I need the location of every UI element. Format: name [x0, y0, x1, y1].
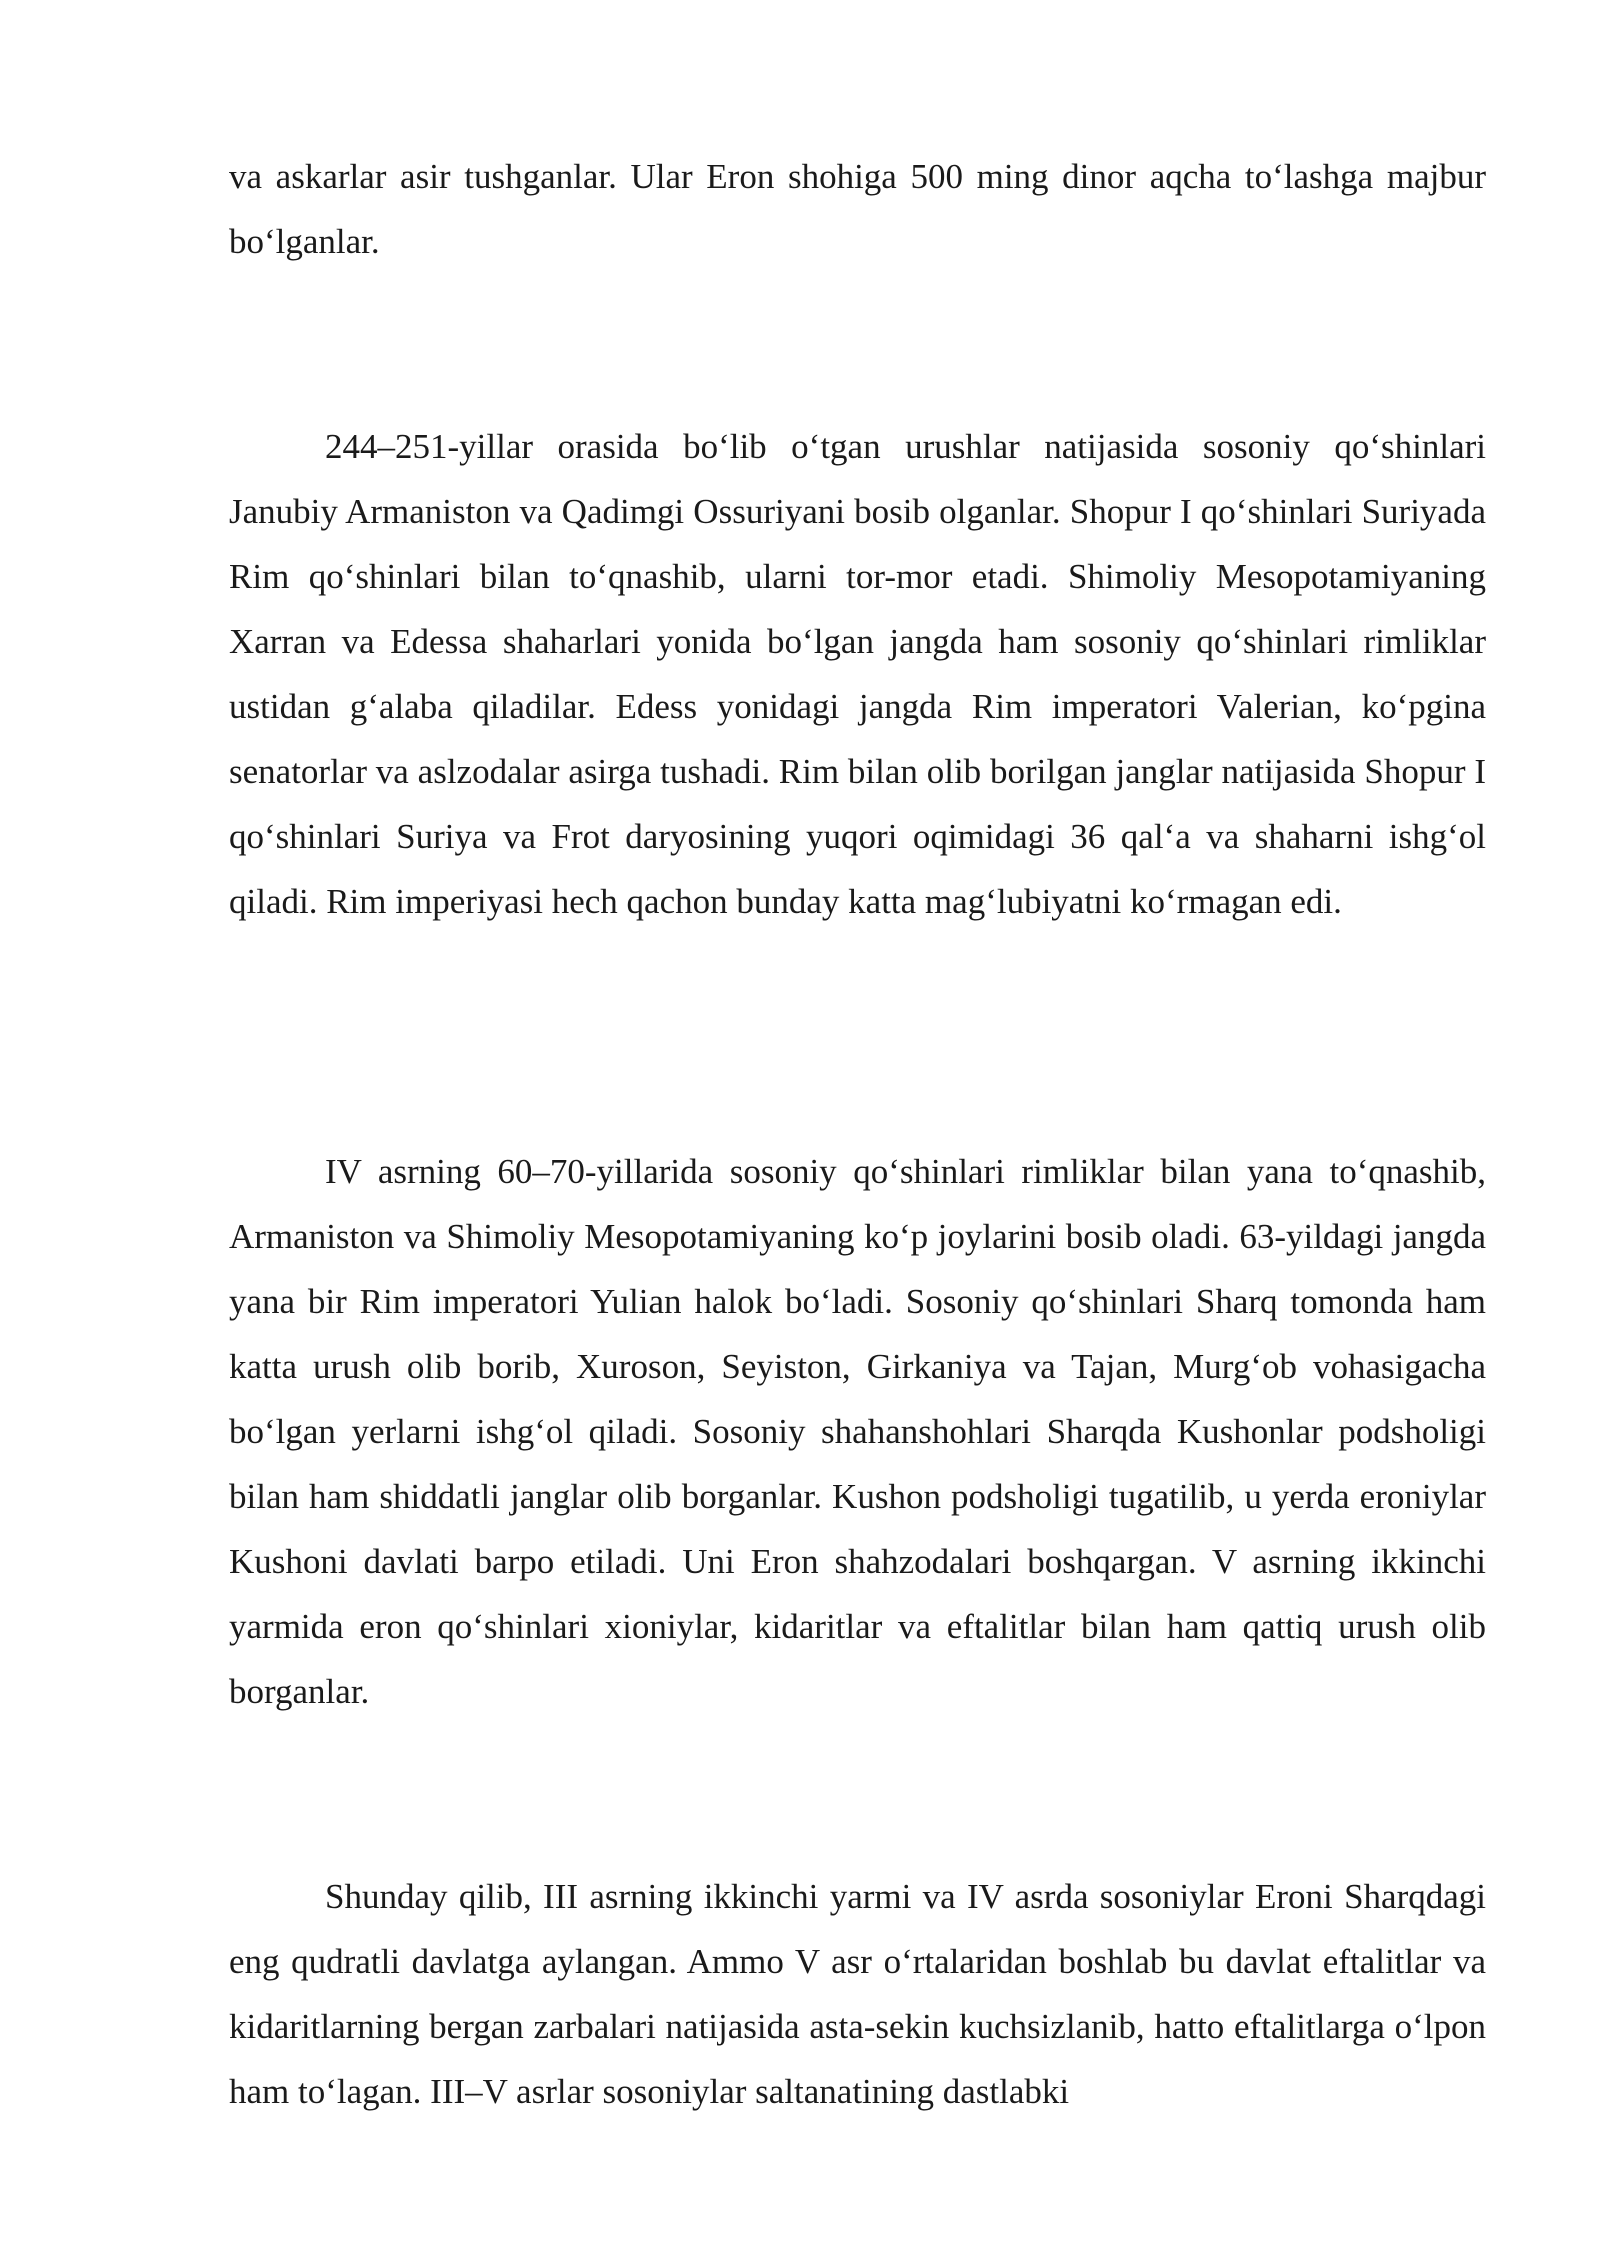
paragraph-conclusion: Shunday qilib, III asrning ikkinchi yarmi va IV asrda sosoniylar Eroni Sharqdagi eng qudratli davlatga aylangan. Ammo V asr o‘rtalaridan boshlab bu davlat eftalitlar va kidaritlarning bergan zarbalari natijasida asta-sekin kuchsizlanib, hatto eftalitlarga o‘lpon ham to‘lagan. III–V asrlar sosoniylar saltanatining dastlabki	[229, 1877, 1486, 2111]
paragraph-wars-244-251: 244–251-yillar orasida bo‘lib o‘tgan urushlar natijasida sosoniy qo‘shinlari Janubiy Armaniston va Qadimgi Ossuriyani bosib olganlar. Shopur I qo‘shinlari Suriyada Rim qo‘shinlari bilan to‘qnashib, ularni tor-mor etadi. Shimoliy Mesopotamiyaning Xarran va Edessa shaharlari yonida bo‘lgan jangda ham sosoniy qo‘shinlari rimliklar ustidan g‘alaba qiladilar. Edess yonidagi jangda Rim imperatori Valerian, ko‘pgina senatorlar va aslzodalar asirga tushadi. Rim bilan olib borilgan janglar natijasida Shopur I qo‘shinlari Suriya va Frot daryosining yuqori oqimidagi 36 qal‘a va shaharni ishg‘ol qiladi. Rim imperiyasi hech qachon bunday katta mag‘lubiyatni ko‘rmagan edi.	[229, 427, 1486, 921]
paragraph-continuation: va askarlar asir tushganlar. Ular Eron shohiga 500 ming dinor aqcha to‘lashga majbur bo‘lganlar.	[229, 157, 1486, 261]
paragraph-fourth-century: IV asrning 60–70-yillarida sosoniy qo‘shinlari rimliklar bilan yana to‘qnashib, Armaniston va Shimoliy Mesopotamiyaning ko‘p joylarini bosib oladi. 63-yildagi jangda yana bir Rim imperatori Yulian halok bo‘ladi. Sosoniy qo‘shinlari Sharq tomonda ham katta urush olib borib, Xuroson, Seyiston, Girkaniya va Tajan, Murg‘ob vohasigacha bo‘lgan yerlarni ishg‘ol qiladi. Sosoniy shahanshohlari Sharqda Kushonlar podsholigi bilan ham shiddatli janglar olib borganlar. Kushon podsholigi tugatilib, u yerda eroniylar Kushoni davlati barpo etiladi. Uni Eron shahzodalari boshqargan. V asrning ikkinchi yarmida eron qo‘shinlari xioniylar, kidaritlar va eftalitlar bilan ham qattiq urush olib borganlar.	[229, 1152, 1486, 1711]
